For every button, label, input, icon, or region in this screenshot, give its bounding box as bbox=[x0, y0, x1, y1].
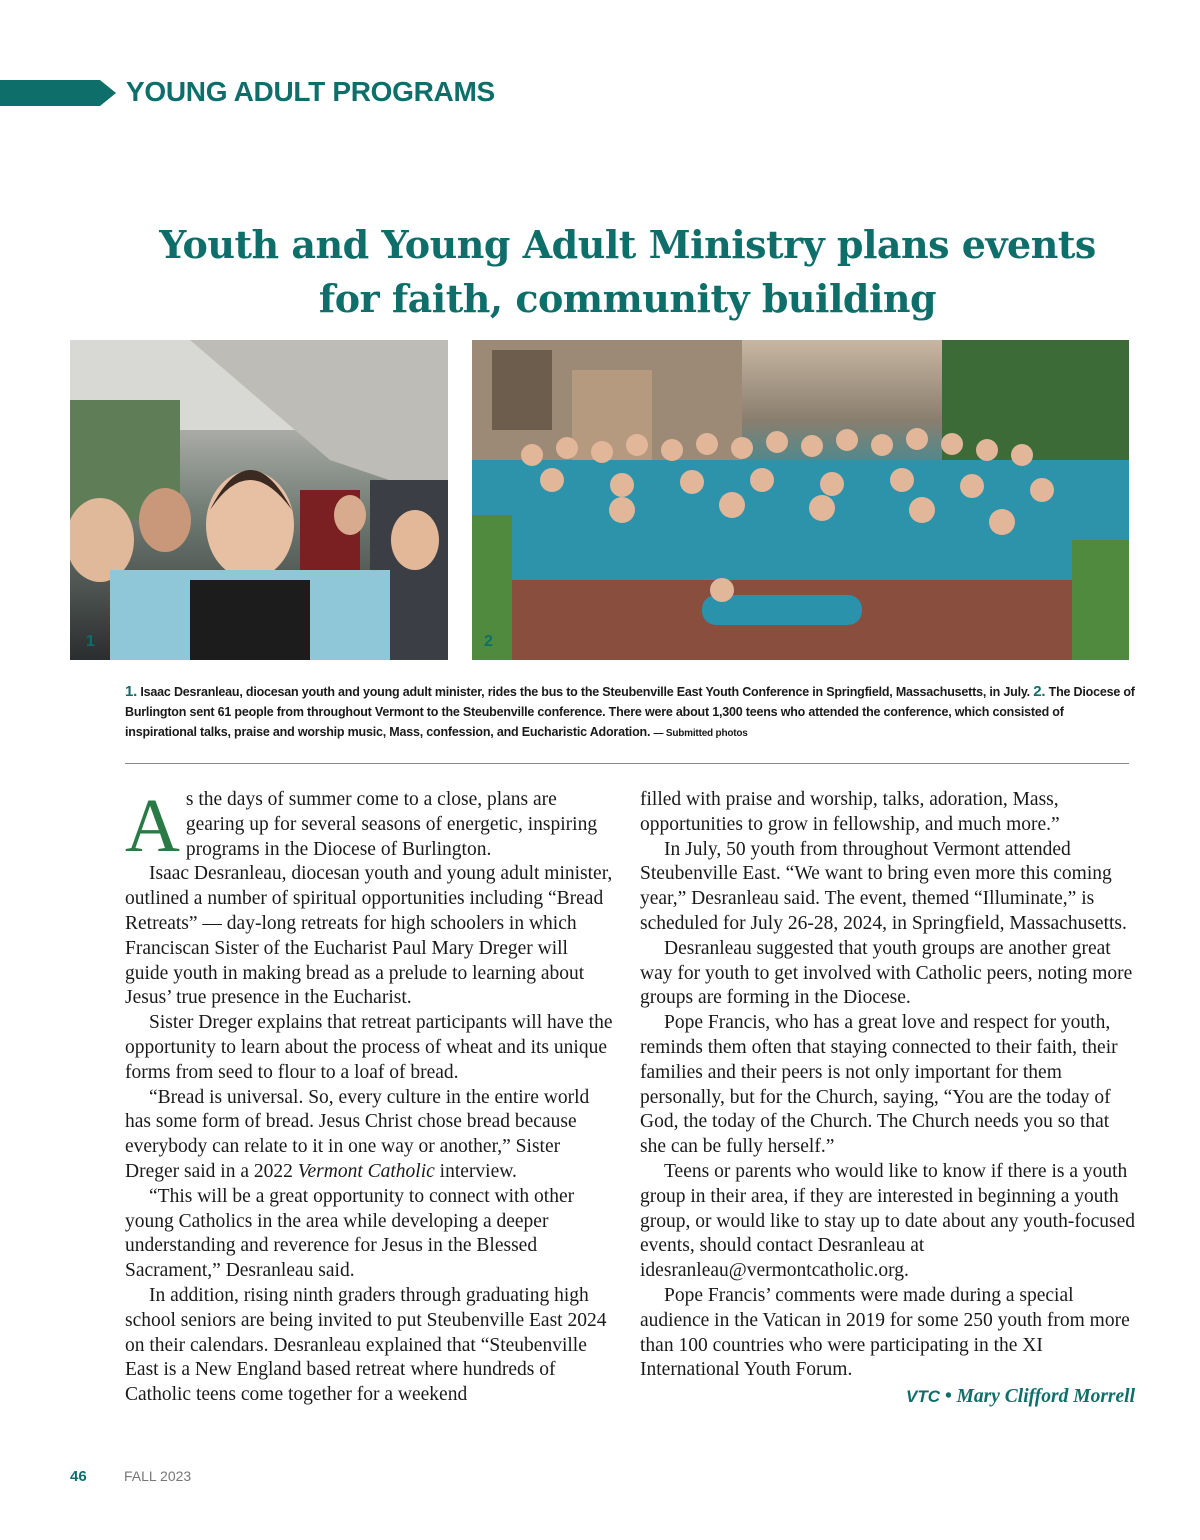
paragraph: filled with praise and worship, talks, adoration, Mass, opportunities to grow in fellowship, and much more.” bbox=[640, 789, 1060, 835]
paragraph: Teens or parents who would like to know if there is a youth group in their area, if they are interested in beginning a youth group, or would like to stay up to date about any youth-focused events, should contact Desranleau at idesranleau@vermontcatholic.org. bbox=[640, 1160, 1135, 1282]
paragraph: “This will be a great opportunity to connect with other young Catholics in the area while developing a deeper understanding and reverence for Jesus in the Blessed Sacrament,” Desranleau said. bbox=[125, 1185, 575, 1282]
section-label: YOUNG ADULT PROGRAMS bbox=[126, 76, 495, 107]
paragraph: Pope Francis’ comments were made during a special audience in the Vatican in 2019 for some 250 youth from more than 100 countries who were participating in the XI International Youth Forum. bbox=[640, 1284, 1130, 1381]
article-column-1 bbox=[125, 784, 615, 1408]
paragraph-intro: As the days of summer come to a close, plans are gearing up for several seasons of energetic, inspiring programs in the Diocese of Burlington. bbox=[125, 784, 598, 868]
headline-line-1: Youth and Young Adult Ministry plans events bbox=[159, 222, 1096, 267]
paragraph: Sister Dreger explains that retreat participants will have the opportunity to learn about the process of wheat and its unique forms from seed to flour to a loaf of bread. bbox=[125, 1012, 613, 1083]
issue-label: FALL 2023 bbox=[124, 1468, 192, 1484]
byline-org: VTC bbox=[906, 1387, 941, 1407]
photo-caption bbox=[125, 682, 1135, 744]
headline bbox=[120, 218, 1135, 326]
paragraph: Desranleau suggested that youth groups are another great way for youth to get involved with Catholic peers, noting more groups are forming in the Diocese. bbox=[640, 937, 1133, 1009]
publication-name: Vermont Catholic bbox=[297, 1160, 435, 1182]
caption-text-2: The Diocese of Burlington sent 61 people from throughout Vermont to the Steubenville conference. There were about 1,300 teens who attended the conference, which consisted of inspirational talks, praise and worship music, Mass, confession, and Eucharistic Adoration. bbox=[125, 685, 1135, 739]
byline-separator: • bbox=[940, 1386, 957, 1408]
divider-rule bbox=[125, 763, 1129, 764]
bus-photo-illustration bbox=[70, 340, 448, 660]
photo-group bbox=[472, 340, 1129, 660]
section-bar bbox=[0, 80, 100, 106]
paragraph: In July, 50 youth from throughout Vermont attended Steubenville East. “We want to bring even more this coming year,” Desranleau said. The event, themed “Illuminate,” is scheduled for July 26-28, 2024, in Springfield, Massachusetts. bbox=[640, 838, 1127, 934]
article-column-2 bbox=[640, 788, 1135, 1410]
photo-bus bbox=[70, 340, 448, 660]
page-number: 46 bbox=[70, 1468, 87, 1485]
caption-number-2: 2. bbox=[1033, 683, 1046, 700]
headline-line-2: for faith, community building bbox=[318, 276, 937, 321]
dropcap: A bbox=[125, 784, 180, 868]
paragraph: Pope Francis, who has a great love and respect for youth, reminds them often that staying connected to their faith, their families and their peers is not only important for them personally, but for the Church, saying, “You are the today of God, the today of the Church. The Church needs you so that she can be fully herself.” bbox=[640, 1012, 1118, 1158]
caption-number-1: 1. bbox=[125, 683, 138, 700]
paragraph: Isaac Desranleau, diocesan youth and young adult minister, outlined a number of spiritual opportunities including “Bread Retreats” — day-long retreats for high schoolers in which Franciscan Sister of the Eucharist Paul Mary Dreger will guide youth in making bread as a prelude to learning about Jesus’ true presence in the Eucharist. bbox=[125, 863, 613, 1009]
photo-number-1: 1 bbox=[86, 633, 95, 650]
photo-number-2: 2 bbox=[484, 633, 493, 650]
group-photo-illustration bbox=[472, 340, 1129, 660]
paragraph: “Bread is universal. So, every culture in the entire world has some form of bread. Jesus Christ chose bread because everybody can relate to it in one way or another,” Sister Dreger said in a 2022 Vermont Catholic interview. bbox=[125, 1086, 590, 1182]
section-arrow-icon bbox=[100, 80, 116, 106]
caption-text-1: Isaac Desranleau, diocesan youth and young adult minister, rides the bus to the Steubenville East Youth Conference in Springfield, Massachusetts, in July. bbox=[137, 685, 1034, 699]
byline bbox=[640, 1385, 1135, 1410]
photo-credit: — Submitted photos bbox=[653, 728, 748, 739]
paragraph: In addition, rising ninth graders through graduating high school seniors are being invited to put Steubenville East 2024 on their calendars. Desranleau explained that “Steubenville East is a New England based retreat where hundreds of Catholic teens come together for a weekend bbox=[125, 1284, 607, 1406]
byline-author: Mary Clifford Morrell bbox=[956, 1386, 1135, 1408]
